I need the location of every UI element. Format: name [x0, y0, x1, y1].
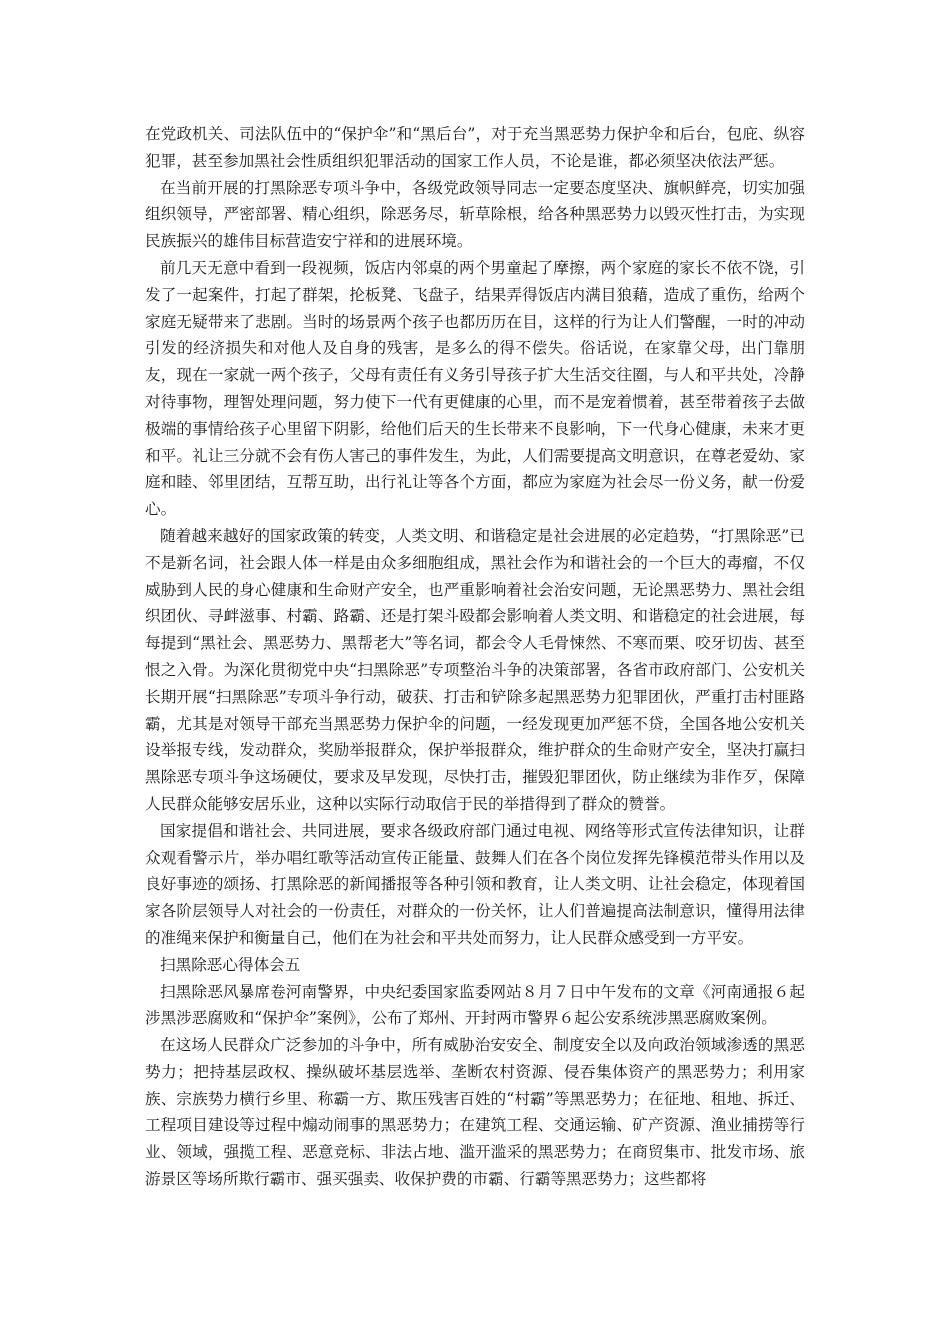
paragraph-policy: 随着越来越好的国家政策的转变，人类文明、和谐稳定是社会进展的必定趋势，“打黑除恶”已不是新名词，社会跟人体一样是由众多细胞组成，黑社会作为和谐社会的一个巨大的毒瘤，不仅威胁到人民的身心健康和生命财产安全，也严重影响着社会治安问题，无论黑恶势力、黑社会组织团伙、寻衅滋事、村霸、路霸、还是打架斗殴都会影响着人类文明、和谐稳定的社会进展，每每提到“黑社会、黑恶势力、黑帮老大”等名词，都会令人毛骨悚然、不寒而栗、咬牙切齿、甚至恨之入骨。为深化贯彻党中央“扫黑除恶”专项整治斗争的决策部署，各省市政府部门、公安机关长期开展“扫黑除恶”专项斗争行动，破获、打击和铲除多起黑恶势力犯罪团伙，严重打击村匪路霸，尤其是对领导干部充当黑恶势力保护伞的问题，一经发现更加严惩不贷，全国各地公安机关设举报专线，发动群众，奖励举报群众，保护举报群众，维护群众的生命财产安全，坚决打赢扫黑除恶专项斗争这场硬仗，要求及早发现，尽快打击，摧毁犯罪团伙，防止继续为非作歹，保障人民群众能够安居乐业，这种以实际行动取信于民的举措得到了群众的赞誉。	[145, 526, 805, 813]
paragraph-forces: 在这场人民群众广泛参加的斗争中，所有威胁治安安全、制度安全以及向政治领域渗透的黑恶势力；把持基层政权、操纵破坏基层选举、垄断农村资源、侵吞集体资产的黑恶势力；利用家族、宗族势力横行乡里、称霸一方、欺压残害百姓的“村霸”等黑恶势力；在征地、租地、拆迁、工程项目建设等过程中煽动闹事的黑恶势力；在建筑工程、交通运输、矿产资源、渔业捕捞等行业、领域，强揽工程、恶意竞标、非法占地、滥开滥采的黑恶势力；在商贸集市、批发市场、旅游景区等场所欺行霸市、强买强卖、收保护费的市霸、行霸等黑恶势力；这些都将	[145, 1036, 805, 1189]
paragraph-video-story: 前几天无意中看到一段视频，饭店内邻桌的两个男童起了摩擦，两个家庭的家长不依不饶，引发了一起案件，打起了群架，抡板凳、飞盘子，结果弄得饭店内满目狼藉，造成了重伤，给两个家庭无疑带来了悲剧。当时的场景两个孩子也都历历在目，这样的行为让人们警醒，一时的冲动引发的经济损失和对他人及自身的残害，是多么的得不偿失。俗话说，在家靠父母，出门靠朋友，现在一家就一两个孩子，父母有责任有义务引导孩子扩大生活交往圈，与人和平共处，冷静对待事物，理智处理问题，努力使下一代有更健康的心里，而不是宠着惯着，甚至带着孩子去做极端的事情给孩子心里留下阴影，给他们后天的生长带来不良影响，下一代身心健康，未来才更和平。礼让三分就不会有伤人害己的事件发生，为此，人们需要提高文明意识，在尊老爱幼、家庭和睦、邻里团结，互帮互助，出行礼让等各个方面，都应为家庭为社会尽一份义务，献一份爱心。	[145, 258, 805, 519]
document-body	[145, 121, 805, 1193]
paragraph-leadership: 在当前开展的打黑除恶专项斗争中，各级党政领导同志一定要态度坚决、旗帜鲜亮，切实加强组织领导，严密部署、精心组织，除恶务尽，斩草除根，给各种黑恶势力以毁灭性打击，为实现民族振兴的雄伟目标营造安宁祥和的进展环境。	[145, 178, 805, 251]
section-heading: 扫黑除恶心得体会五	[160, 955, 301, 974]
paragraph-harmony: 国家提倡和谐社会、共同进展，要求各级政府部门通过电视、网络等形式宣传法律知识，让群众观看警示片，举办唱红歌等活动宣传正能量、鼓舞人们在各个岗位发挥先锋模范带头作用以及良好事迹的颂扬、打黑除恶的新闻播报等各种引领和教育，让人类文明、让社会稳定，体现着国家各阶层领导人对社会的一份责任，对群众的一份关怀，让人们普遍提高法制意识，懂得用法律的准绳来保护和衡量自己，他们在为社会和平共处而努力，让人民群众感受到一方平安。	[145, 821, 805, 947]
paragraph-henan: 扫黑除恶风暴席卷河南警界，中央纪委国家监委网站８月７日中午发布的文章《河南通报６起涉黑涉恶腐败和“保护伞”案例》，公布了郑州、开封两市警界６起公安系统涉黑恶腐败案例。	[145, 982, 805, 1028]
paragraph-continuation: 在党政机关、司法队伍中的“保护伞”和“黑后台”，对于充当黑恶势力保护伞和后台，包庇、纵容犯罪，甚至参加黑社会性质组织犯罪活动的国家工作人员，不论是谁，都必须坚决依法严惩。	[145, 125, 805, 170]
